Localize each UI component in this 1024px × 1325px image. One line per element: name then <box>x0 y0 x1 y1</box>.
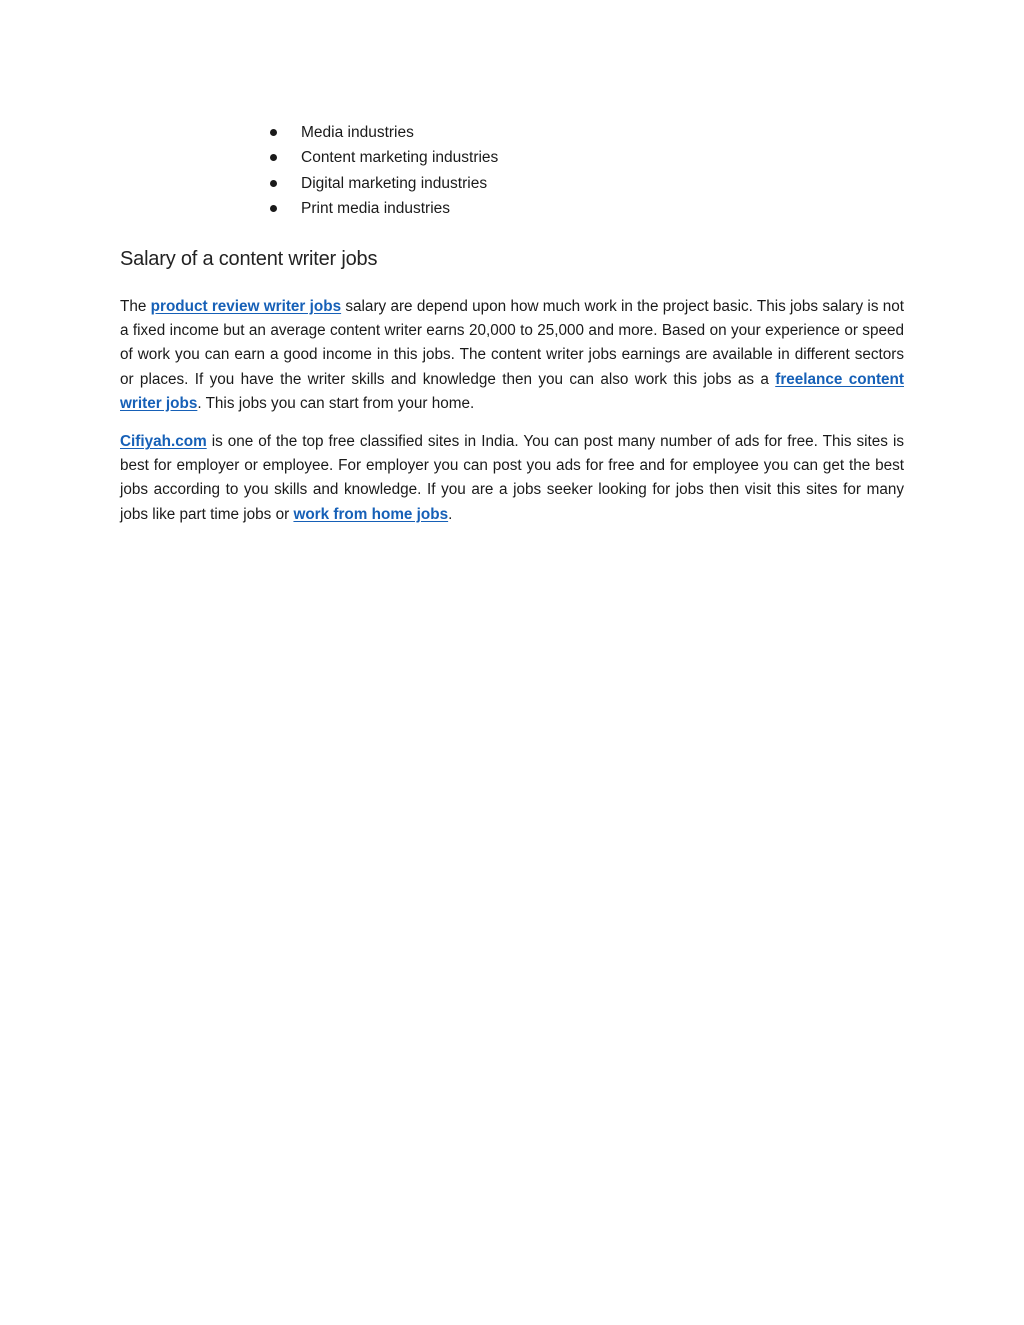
bullet-icon <box>270 129 277 136</box>
list-item-text: Content marketing industries <box>301 149 499 167</box>
paragraph-text: . <box>448 505 453 523</box>
section-heading: Salary of a content writer jobs <box>120 248 378 270</box>
paragraph-text: is one of the top free classified sites in India. You can post many number of ads for free. This sites is best for employer or employee. For employer you can post you ads for free and for employee you can get the best jobs according to you skills and knowledge. If you are a jobs seeker looking for jobs then visit this sites for many jobs like part time jobs or <box>120 433 904 523</box>
cifiyah-link[interactable]: Cifiyah.com <box>120 433 207 450</box>
bullet-icon <box>270 180 277 187</box>
list-item <box>262 171 498 196</box>
paragraph-text: salary are depend upon how much work in the project basic. This jobs salary is not a fixed income but an average content writer earns 20,000 to 25,000 and more. Based on your experience or speed of work you can earn a good income in this jobs. The content writer jobs earnings are available in different sectors or places. If you have the writer skills and knowledge then you can also work this jobs as a <box>120 298 905 388</box>
paragraph-text: . This jobs you can start from your home. <box>197 394 475 412</box>
salary-paragraph <box>120 295 904 416</box>
bullet-icon <box>270 205 277 212</box>
bullet-icon <box>270 154 277 161</box>
freelance-content-writer-jobs-link[interactable]: freelance content writer jobs <box>120 370 904 412</box>
paragraph-text: The <box>120 298 151 315</box>
list-item-text: Digital marketing industries <box>301 174 488 192</box>
list-item <box>262 145 498 170</box>
list-item <box>262 120 498 145</box>
list-item-text: Media industries <box>301 124 414 141</box>
work-from-home-jobs-link[interactable]: work from home jobs <box>293 505 449 523</box>
industries-list <box>262 120 498 221</box>
product-review-writer-jobs-link[interactable]: product review writer jobs <box>150 298 342 315</box>
list-item <box>262 196 498 221</box>
list-item-text: Print media industries <box>301 199 451 217</box>
cifiyah-paragraph <box>120 430 904 527</box>
